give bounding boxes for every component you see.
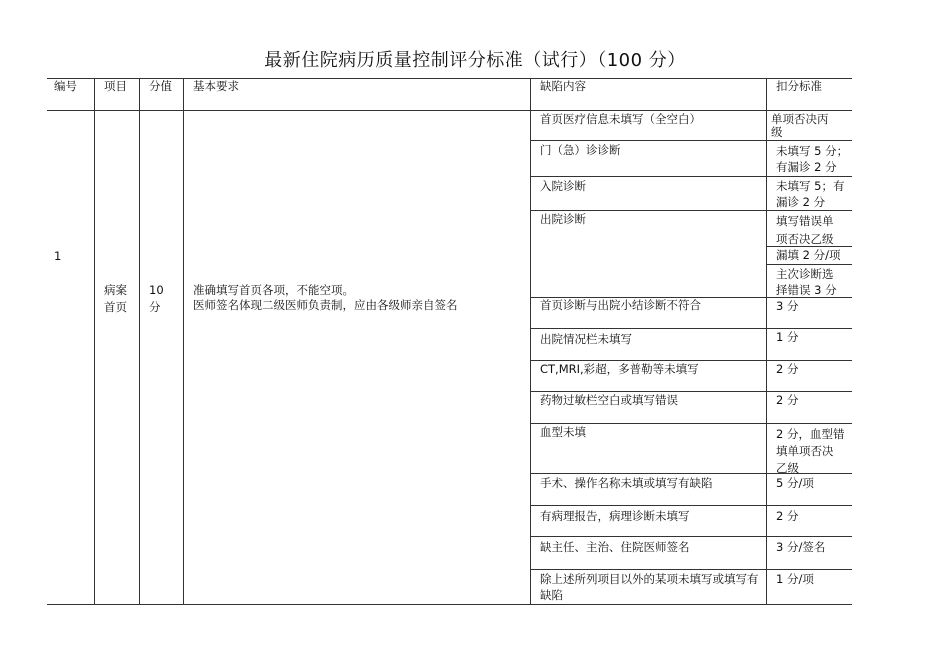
deduct-cell: 1 分/项 [776, 572, 814, 586]
col-divider [94, 78, 95, 605]
row-divider [530, 140, 852, 141]
deduct-cell: 填写错误单 [776, 214, 834, 228]
deduct-cell: 主次诊断选 [776, 267, 834, 281]
row-divider [530, 328, 852, 329]
col-divider [139, 78, 140, 605]
section-no: 1 [54, 249, 62, 263]
defect-cell: 药物过敏栏空白或填写错误 [540, 393, 678, 407]
header-item: 项目 [104, 79, 127, 93]
header-defect: 缺陷内容 [540, 79, 586, 93]
defect-cell: 血型未填 [540, 425, 586, 439]
deduct-cell: 3 分 [776, 299, 799, 313]
col-divider [766, 78, 767, 605]
header-requirement: 基本要求 [193, 79, 239, 93]
row-divider [530, 473, 852, 474]
header-bottom-border [47, 110, 852, 111]
deduct-cell: 2 分，血型错 [776, 427, 845, 441]
deduct-cell: 未填写 5；有 [776, 179, 845, 193]
defect-cell: 手术、操作名称未填或填写有缺陷 [540, 476, 713, 490]
section-item-line1: 病案 [104, 283, 127, 297]
row-divider [530, 176, 852, 177]
defect-cell: 出院诊断 [540, 212, 586, 226]
deduct-cell: 2 分 [776, 393, 799, 407]
page-title: 最新住院病历质量控制评分标准（试行）（100 分） [264, 50, 686, 71]
defect-cell: 门（急）诊诊断 [540, 143, 621, 157]
deduct-cell: 3 分/签名 [776, 540, 826, 554]
deduct-cell: 漏诊 2 分 [776, 195, 826, 209]
deduct-cell: 择错误 3 分 [776, 283, 837, 297]
deduct-cell: 项否决乙级 [776, 232, 834, 245]
deduct-cell: 未填写 5 分； [776, 144, 849, 158]
defect-cell-line1: 除上述所列项目以外的某项未填写或填写有缺陷 [540, 572, 759, 602]
header-no: 编号 [54, 79, 77, 93]
defect-cell: 出院情况栏未填写 [540, 332, 632, 346]
deduct-cell: 5 分/项 [776, 476, 814, 490]
section-score-line2: 分 [149, 300, 161, 314]
col-divider [183, 78, 184, 605]
deduct-cell: 单项否决丙 [771, 112, 829, 126]
deduct-cell: 2 分 [776, 509, 799, 523]
requirement-line1: 准确填写首页各项，不能空项。 [193, 283, 354, 297]
header-score: 分值 [149, 79, 172, 93]
deduct-cell: 有漏诊 2 分 [776, 160, 837, 174]
row-divider [530, 536, 852, 537]
header-deduct: 扣分标准 [776, 79, 822, 93]
deduct-cell: 漏填 2 分/项 [776, 248, 841, 262]
deduct-cell: 1 分 [776, 330, 799, 344]
defect-cell: 缺主任、主治、住院医师签名 [540, 540, 690, 554]
section-item-line2: 首页 [104, 300, 127, 314]
section-score-line1: 10 [149, 283, 164, 297]
deduct-cell: 乙级 [776, 461, 799, 475]
deduct-cell: 2 分 [776, 362, 799, 376]
defect-cell: CT,MRI,彩超，多普勒等未填写 [540, 362, 699, 376]
table-bottom-border [47, 604, 852, 605]
deduct-cell: 填单项否决 [776, 444, 834, 458]
defect-cell: 首页医疗信息未填写（全空白） [540, 112, 701, 126]
row-divider [766, 264, 852, 265]
requirement-line2: 医师签名体现二级医师负责制，应由各级师亲自签名 [193, 298, 458, 312]
defect-cell: 有病理报告，病理诊断未填写 [540, 509, 690, 523]
defect-cell: 入院诊断 [540, 179, 586, 193]
row-divider [530, 505, 852, 506]
row-divider [530, 569, 852, 570]
col-divider [530, 78, 531, 605]
defect-cell: 首页诊断与出院小结诊断不符合 [540, 298, 701, 312]
deduct-cell: 级 [771, 125, 783, 139]
